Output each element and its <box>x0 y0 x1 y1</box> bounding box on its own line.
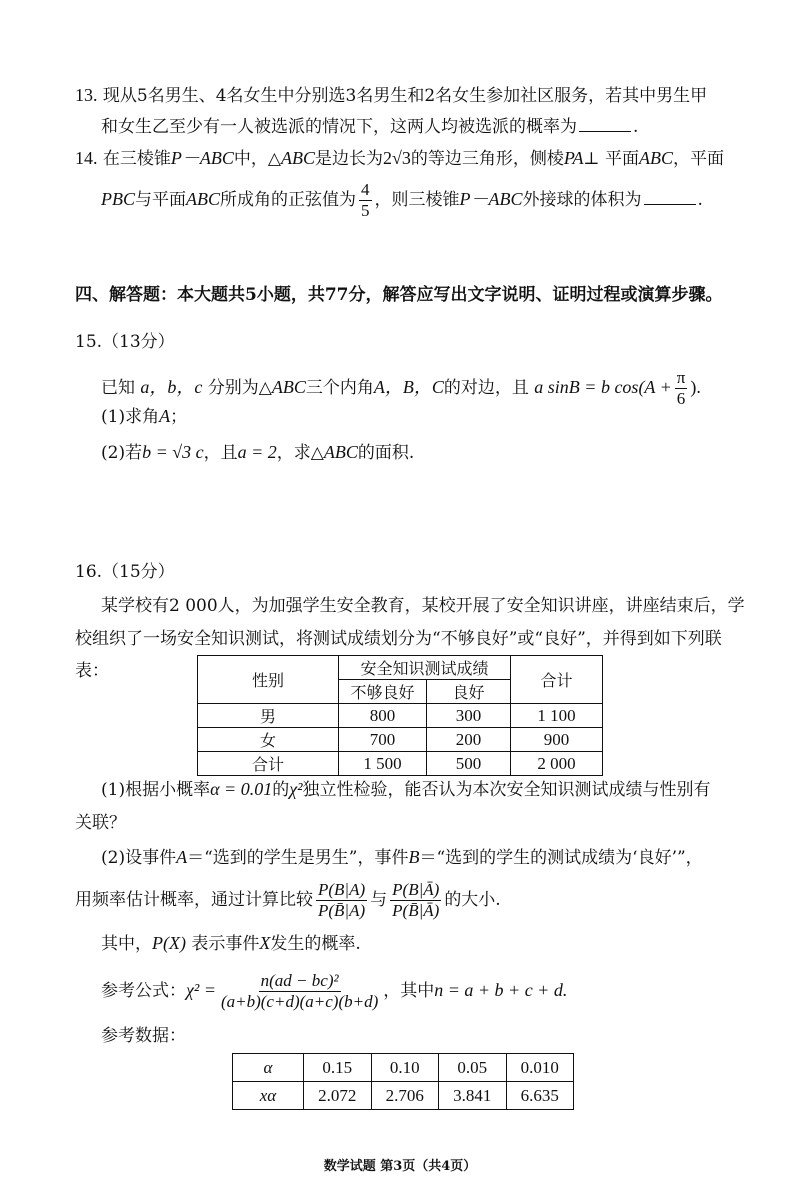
math: A <box>159 406 171 426</box>
cell: 女 <box>198 728 339 752</box>
cell: 0.10 <box>371 1054 439 1082</box>
math: ABC <box>638 148 673 168</box>
cell: 2.072 <box>304 1082 372 1110</box>
question-16-note <box>101 932 361 955</box>
cell: 男 <box>198 704 339 728</box>
text: ，平面 <box>672 149 724 169</box>
cell: 6.635 <box>506 1082 574 1110</box>
text: ⊥ 平面 <box>583 149 639 169</box>
math: P(X) <box>152 933 186 953</box>
question-16-para-line-2: 校组织了一场安全知识测试，将测试成绩划分为“不够良好”或“良好”，并得到如下列联 <box>75 629 722 649</box>
fraction <box>316 880 367 921</box>
text: ； <box>170 407 188 427</box>
question-16-heading: 16.（15分） <box>75 562 175 582</box>
header-score: 安全知识测试成绩 <box>338 656 510 680</box>
cell: 0.15 <box>304 1054 372 1082</box>
cell: 900 <box>511 728 603 752</box>
text: 是边长为 <box>314 149 383 169</box>
cell: 0.010 <box>506 1054 574 1082</box>
table-row <box>198 728 603 752</box>
denominator: P(B̄|A) <box>318 901 366 920</box>
numerator: P(B|Ā) <box>392 880 440 899</box>
fraction <box>219 971 380 1012</box>
cell: 300 <box>426 704 510 728</box>
fraction <box>675 368 688 409</box>
text: 发生的概率. <box>270 934 361 954</box>
text: 与 <box>370 890 388 910</box>
header-total: 合计 <box>511 656 603 704</box>
text: ＝“选到的学生的测试成绩为‘良好’”， <box>419 848 703 868</box>
table-row <box>233 1054 574 1082</box>
table-row <box>233 1082 574 1110</box>
text: 在三棱锥 <box>102 149 171 169</box>
question-13-line-2 <box>101 116 638 138</box>
answer-blank[interactable] <box>579 117 631 132</box>
cell: 1 100 <box>511 704 603 728</box>
question-14-line-2 <box>101 180 703 221</box>
question-14-line-1 <box>75 147 724 170</box>
contingency-table <box>197 655 603 776</box>
text: 的等边三角形，侧棱 <box>410 149 564 169</box>
text: 所成角的正弦值为 <box>220 190 356 210</box>
text: 用频率估计概率，通过计算比较 <box>75 890 313 910</box>
text: 三个内角 <box>305 378 374 398</box>
numerator: π <box>676 368 686 387</box>
math: ABC <box>271 377 306 397</box>
cell: α <box>233 1054 304 1082</box>
text: (2)若 <box>101 443 143 463</box>
math: P－ABC <box>170 148 234 168</box>
cell: 合计 <box>198 752 339 776</box>
math: α = 0.01 <box>210 779 273 799</box>
cell: 2 000 <box>511 752 603 776</box>
header-good: 良好 <box>426 680 510 704</box>
math: P－ABC <box>459 189 523 209</box>
numerator: n(ad − bc)² <box>260 971 339 990</box>
numerator: 4 <box>361 180 370 199</box>
math: X <box>259 933 271 953</box>
math: B <box>408 847 420 867</box>
cell: 1 500 <box>338 752 426 776</box>
text: ＝“选到的学生是男生”，事件 <box>187 848 409 868</box>
question-16-part-2-line-1 <box>101 846 703 869</box>
math: ABC <box>323 442 358 462</box>
answer-blank[interactable] <box>644 190 696 205</box>
text: 的对边，且 <box>443 378 529 398</box>
text: ，其中 <box>383 981 435 1001</box>
denominator: (a+b)(c+d)(a+c)(b+d) <box>220 992 379 1011</box>
question-15-stem <box>101 368 701 409</box>
reference-formula <box>101 970 567 1012</box>
period: . <box>633 117 639 137</box>
text: 的 <box>272 780 290 800</box>
math: 2√3 <box>382 148 411 168</box>
question-15-part-1 <box>101 405 187 428</box>
text: (2)设事件 <box>101 848 177 868</box>
question-16-part-1-line-1 <box>101 778 711 801</box>
text: (1)根据小概率 <box>101 780 211 800</box>
text: 其中， <box>101 934 152 954</box>
text: (1)求角 <box>101 407 160 427</box>
text: ，且 <box>203 443 238 463</box>
question-16-para-line-1: 某学校有2 000人，为加强学生安全教育，某校开展了安全知识讲座，讲座结束后，学 <box>101 596 745 616</box>
math: b = √3 c <box>142 442 204 462</box>
page-footer: 数学试题 第3页（共4页） <box>323 1159 477 1174</box>
text: 的大小. <box>444 890 501 910</box>
section-heading: 四、解答题：本大题共5小题，共77分，解答应写出文字说明、证明过程或演算步骤。 <box>75 285 723 305</box>
math: χ² = <box>186 980 216 1000</box>
text: ，则三棱锥 <box>374 190 460 210</box>
math: ABC <box>280 148 315 168</box>
text: 参考公式： <box>101 981 186 1001</box>
math: ABC <box>186 189 220 209</box>
cell: 700 <box>338 728 426 752</box>
text: 外接球的体积为 <box>522 190 642 210</box>
table-row <box>198 752 603 776</box>
question-text: 和女生乙至少有一人被选派的情况下，这两人均被选派的概率为 <box>101 117 577 137</box>
text: 与平面 <box>135 190 186 210</box>
denominator: 5 <box>361 201 370 220</box>
math: PBC <box>101 189 135 209</box>
header-gender: 性别 <box>198 656 339 704</box>
text: 分别为△ <box>207 378 272 398</box>
math: a = 2 <box>237 442 277 462</box>
numerator: P(B|A) <box>318 880 366 899</box>
reference-data-table <box>232 1053 574 1110</box>
math: PA <box>563 148 584 168</box>
cell: 3.841 <box>439 1082 507 1110</box>
question-16-part-2-line-2 <box>75 880 501 921</box>
text: ，求△ <box>276 443 324 463</box>
question-16-part-1-line-2: 关联？ <box>75 813 126 833</box>
cell: 500 <box>426 752 510 776</box>
question-13-line-1 <box>75 84 707 107</box>
question-text: 现从5名男生、4名女生中分别选3名男生和2名女生参加社区服务，若其中男生甲 <box>102 86 708 106</box>
math: ). <box>690 377 701 397</box>
denominator: P(B̄|Ā) <box>392 901 440 920</box>
period: . <box>697 190 703 210</box>
cell: 0.05 <box>439 1054 507 1082</box>
math: A <box>176 847 188 867</box>
cell: 2.706 <box>371 1082 439 1110</box>
math: a，b，c <box>140 377 203 397</box>
math: χ² <box>289 779 303 799</box>
header-not-good: 不够良好 <box>338 680 426 704</box>
text: 中，△ <box>233 149 281 169</box>
math: a sinB = b cos(A + <box>534 377 672 397</box>
fraction <box>390 880 441 921</box>
text: 独立性检验，能否认为本次安全知识测试成绩与性别有 <box>302 780 711 800</box>
math: A，B，C <box>373 377 444 397</box>
question-15-part-2 <box>101 441 414 464</box>
question-15-heading: 15.（13分） <box>75 332 175 352</box>
text: 已知 <box>101 378 135 398</box>
reference-data-label: 参考数据： <box>101 1026 186 1046</box>
math: n = a + b + c + d. <box>434 980 568 1000</box>
denominator: 6 <box>676 389 686 408</box>
cell: 800 <box>338 704 426 728</box>
text: 表示事件 <box>191 934 260 954</box>
table-row <box>198 704 603 728</box>
cell: 200 <box>426 728 510 752</box>
question-number: 13. <box>75 85 98 105</box>
fraction <box>359 180 372 221</box>
question-number: 14. <box>75 148 98 168</box>
text: 的面积. <box>357 443 415 463</box>
cell: xα <box>233 1082 304 1110</box>
question-16-para-line-3: 表： <box>75 661 109 681</box>
